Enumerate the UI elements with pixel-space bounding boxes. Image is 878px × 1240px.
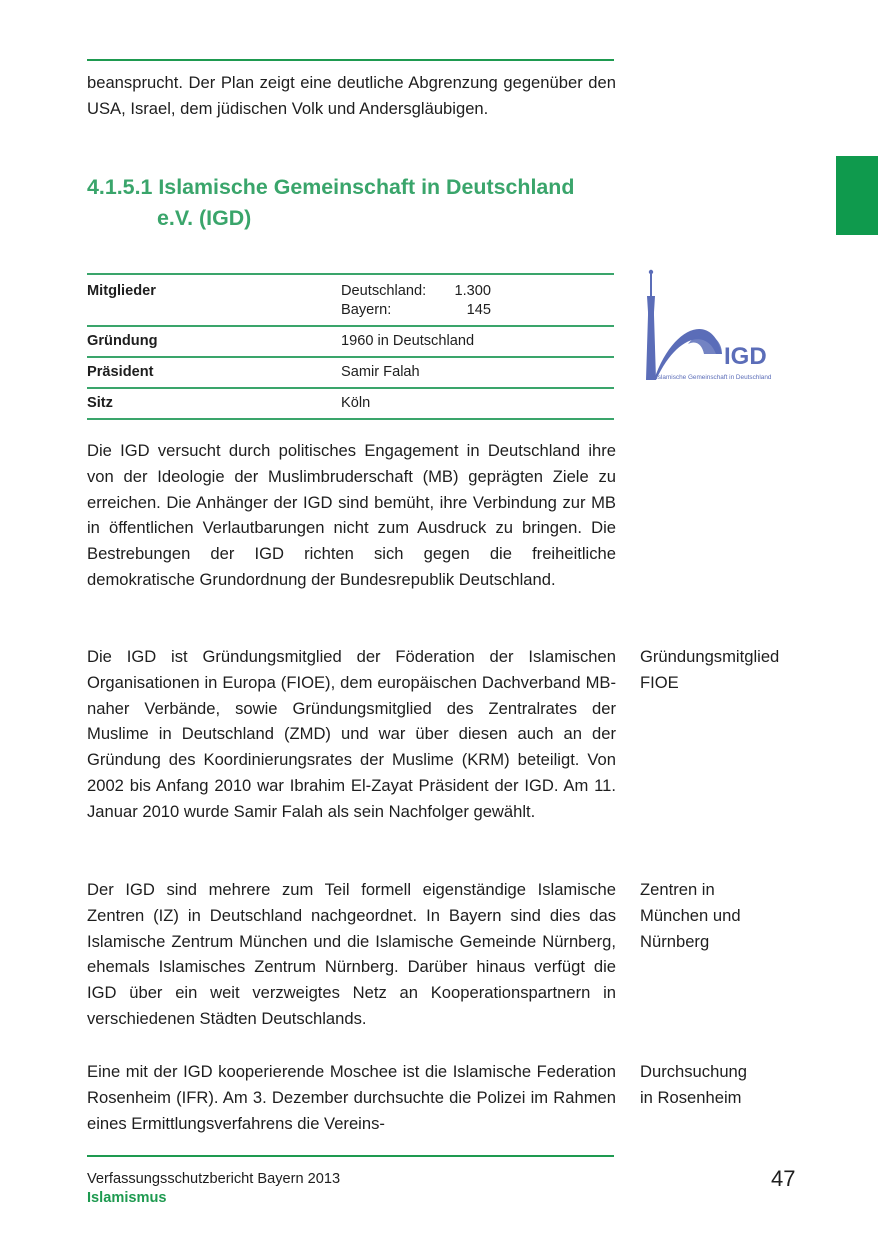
footer-section: Islamismus bbox=[87, 1190, 167, 1206]
members-label: Mitglieder bbox=[87, 274, 341, 326]
paragraph-2: Die IGD ist Gründungsmitglied der Föderation der Islamischen Organisationen in Europa (FIOE), dem europäischen Dachverband MB-naher Verbände, sowie Gründungsmitglied des Zentralrates der Muslime in Deutschland (ZMD) und war über diesen auch an der Gründung des Koordinierungsrates der Muslime (KRM) beteiligt. Von 2002 bis Anfang 2010 war Ibrahim El-Zayat Präsident der IGD. Am 11. Januar 2010 wurde Samir Falah als sein Nachfolger gewählt. bbox=[87, 647, 616, 821]
footer-rule bbox=[87, 1155, 614, 1157]
president-value: Samir Falah bbox=[341, 357, 614, 388]
logo-subtitle: Islamische Gemeinschaft in Deutschland bbox=[656, 374, 772, 381]
footer-report-title: Verfassungsschutzbericht Bayern 2013 bbox=[87, 1171, 341, 1187]
members-bavaria: Bayern: 145 bbox=[341, 302, 491, 318]
president-label: Präsident bbox=[87, 357, 341, 388]
facts-table bbox=[87, 273, 614, 420]
founding-label: Gründung bbox=[87, 326, 341, 357]
founding-value: 1960 in Deutschland bbox=[341, 326, 614, 357]
footer bbox=[87, 1170, 340, 1208]
intro-paragraph: beansprucht. Der Plan zeigt eine deutliche Abgrenzung gegenüber den USA, Israel, dem jüdischen Volk und Andersgläubigen. bbox=[87, 73, 616, 118]
facts-row-president bbox=[87, 357, 614, 388]
margin-note-fioe: Gründungsmitglied FIOE bbox=[640, 647, 780, 692]
section-heading-line1: 4.1.5.1 Islamische Gemeinschaft in Deutschland bbox=[87, 175, 575, 199]
logo-abbr: IGD bbox=[724, 343, 767, 370]
section-heading-line2: e.V. (IGD) bbox=[157, 206, 252, 230]
members-germany: Deutschland: 1.300 bbox=[341, 283, 491, 299]
margin-note-search: Durchsuchung in Rosenheim bbox=[640, 1062, 748, 1107]
page-number: 47 bbox=[771, 1166, 796, 1191]
paragraph-4: Eine mit der IGD kooperierende Moschee ist die Islamische Federation Rosenheim (IFR). Am 3. Dezember durchsuchte die Polizei im Rahmen eines Ermittlungsverfahrens die Vereins- bbox=[87, 1062, 616, 1133]
facts-row-founding bbox=[87, 326, 614, 357]
margin-note-centers: Zentren in München und Nürnberg bbox=[640, 880, 741, 951]
facts-row-seat bbox=[87, 388, 614, 419]
seat-label: Sitz bbox=[87, 388, 341, 419]
facts-row-members bbox=[87, 274, 614, 326]
seat-value: Köln bbox=[341, 388, 614, 419]
paragraph-1: Die IGD versucht durch politisches Engagement in Deutschland ihre von der Ideologie der Muslimbruderschaft (MB) geprägten Ziele zu erreichen. Die Anhänger der IGD sind bemüht, ihre Verbindung zur MB in öffentlichen Verlautbarungen nicht zum Ausdruck zu bringen. Die Bestrebungen der IGD richten sich gegen die freiheitliche demokratische Grundordnung der Bundesrepublik Deutschland. bbox=[87, 441, 616, 589]
top-rule bbox=[87, 59, 614, 61]
chapter-tab-marker bbox=[836, 156, 878, 235]
members-values bbox=[341, 274, 614, 326]
igd-logo bbox=[642, 266, 812, 386]
section-heading bbox=[87, 172, 647, 234]
paragraph-3: Der IGD sind mehrere zum Teil formell eigenständige Islamische Zentren (IZ) in Deutschland nachgeordnet. In Bayern sind dies das Islamische Zentrum München und die Islamische Gemeinde Nürnberg, ehemals Islamisches Zentrum Nürnberg. Darüber hinaus verfügt die IGD über ein weit verzweigtes Netz an Kooperationspartnern in verschiedenen Städten Deutschlands. bbox=[87, 880, 616, 1028]
